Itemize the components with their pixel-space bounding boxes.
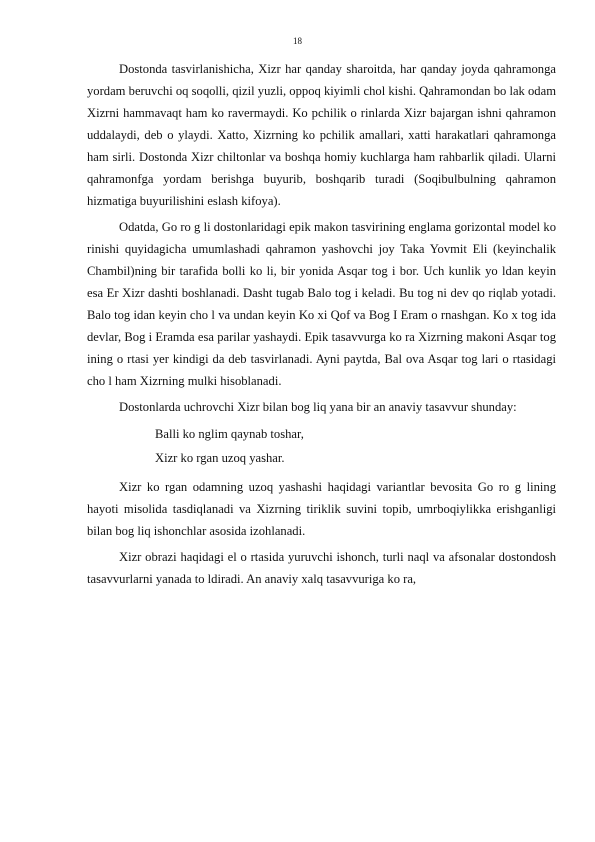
page-number: 18 [293,36,302,46]
paragraph-tradition-intro: Dostonlarda uchrovchi Xizr bilan bog liq yana bir an anaviy tasavvur shunday: [119,400,517,414]
paragraph-xizr-description: Dostonda tasvirlanishicha, Xizr har qanday sharoitda, har qanday joyda qahramonga yordam beruvchi oq soqolli, qizil yuzli, oppoq kiyimli chol kishi. Qahramondan bo lak odam Xizrni hammavaqt ham ko ravermaydi. Ko pchilik o rinlarda Xizr bajargan ishni qahramon uddalaydi, deb o ylaydi. Xatto, Xizrning ko pchilik amallari, xatti harakatlari qahramonga ham sirli. Dostonda Xizr chiltonlar va boshqa homiy kuchlarga ham rahbarlik qiladi. Ularni qahramonfga yordam berishga buyurib, boshqarib turadi (Soqibulbulning qahramon hizmatiga buyurilishini eslash kifoya). [87,62,556,208]
verse-line-1: Balli ko nglim qaynab toshar, [155,427,304,441]
verse-line-2: Xizr ko rgan uzoq yashar. [155,451,285,465]
paragraph-folk-beliefs: Xizr obrazi haqidagi el o rtasida yuruvchi ishonch, turli naql va afsonalar dostondosh tasavvurlarni yanada to ldiradi. An anaviy xalq tasavvuriga ko ra, [87,550,556,586]
paragraph-epic-space: Odatda, Go ro g li dostonlaridagi epik makon tasvirining englama gorizontal model ko rinishi quyidagicha umumlashadi qahramon yashovchi joy Taka Yovmit Eli (keyinchalik Chambil)ning bir tarafida bolli ko li, bir yonida Asqar tog i bor. Uch kunlik yo ldan keyin esa Er Xizr dashti boshlanadi. Dasht tugab Balo tog i keladi. Bu tog ni dev qo riqlab yotadi. Balo tog idan keyin cho l va undan keyin Ko xi Qof va Bog I Eram o rnashgan. Ko x tog ida devlar, Bog i Eramda esa parilar yashaydi. Epik tasavvurga ko ra Xizrning makoni Asqar tog ining o rtasi yer kindigi da deb tasvirlanadi. Ayni paytda, Bal ova Asqar tog lari o rtasidagi cho l ham Xizrning mulki hisoblanadi. [87,220,556,388]
paragraph-long-life: Xizr ko rgan odamning uzoq yashashi haqidagi variantlar bevosita Go ro g lining hayoti misolida tasdiqlanadi va Xizrning tiriklik suvini topib, umrboqiylikka erishganligi bilan bog liq ishonchlar asosida izohlanadi. [87,480,556,538]
verse-quote [87,422,556,470]
document-body [87,58,556,594]
